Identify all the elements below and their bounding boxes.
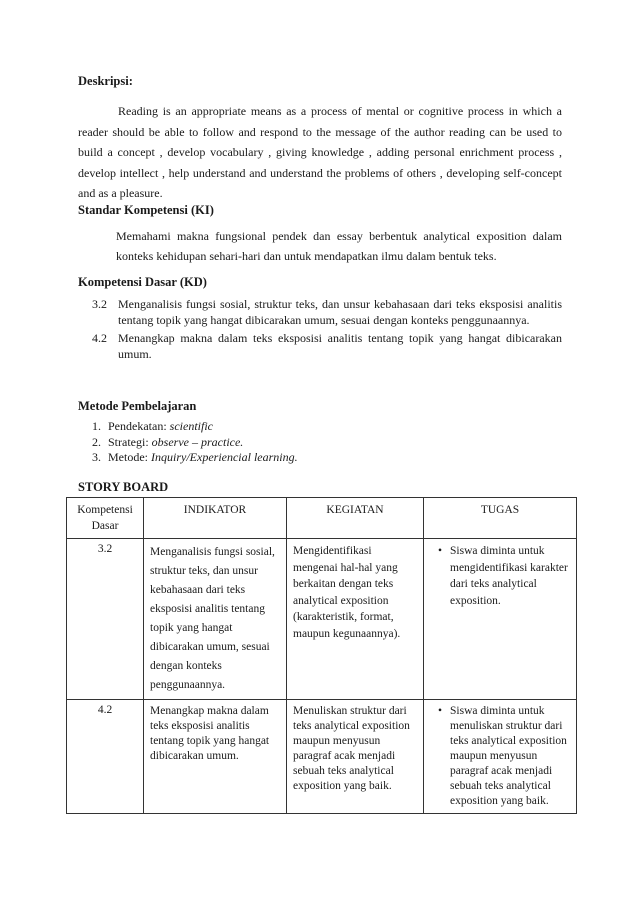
metode-item (92, 450, 562, 466)
metode-value: observe – practice. (151, 434, 244, 449)
metode-heading: Metode Pembelajaran (78, 399, 197, 413)
standar-kompetensi-text: Memahami makna fungsional pendek dan essay berbentuk analytical exposition dalam konteks kehidupan sehari-hari dan untuk mendapatkan ilmu dalam bentuk teks. (116, 229, 562, 263)
metode-number: 3. (92, 450, 101, 464)
story-board-heading: STORY BOARD (78, 480, 169, 494)
kd-text: Menganalisis fungsi sosial, struktur teks, dan unsur kebahasaan dari teks eksposisi analitis tentang topik yang hangat dibicarakan umum, sesuai dengan konteks penggunaannya. (118, 297, 562, 327)
kd-number: 3.2 (92, 297, 107, 311)
deskripsi-heading: Deskripsi: (78, 74, 133, 88)
table-header-row (67, 498, 577, 539)
deskripsi-paragraph (78, 101, 562, 204)
metode-item (92, 419, 562, 435)
metode-label: Pendekatan: (108, 419, 167, 433)
cell-kegiatan: Mengidentifikasi mengenai hal-hal yang berkaitan dengan teks analytical exposition (karakteristik, format, maupun kegunaannya). (287, 539, 424, 700)
kompetensi-dasar-heading: Kompetensi Dasar (KD) (78, 275, 207, 289)
kd-text: Menangkap makna dalam teks eksposisi analitis tentang topik yang hangat dibicarakan umum. (118, 331, 562, 361)
standar-kompetensi-heading: Standar Kompetensi (KI) (78, 203, 214, 217)
cell-indikator: Menangkap makna dalam teks eksposisi analitis tentang topik yang hangat dibicarakan umum. (144, 700, 287, 814)
header-tugas: TUGAS (424, 498, 577, 539)
cell-indikator: Menganalisis fungsi sosial, struktur teks, dan unsur kebahasaan dari teks eksposisi analitis tentang topik yang hangat dibicarakan umum, sesuai dengan konteks penggunaannya. (144, 539, 287, 700)
cell-tugas (424, 539, 577, 700)
tugas-text: Siswa diminta untuk menuliskan struktur dari teks analytical exposition maupun menyusun paragraf acak menjadi sebuah teks analytical exposition yang baik. (450, 705, 567, 807)
tugas-text: Siswa diminta untuk mengidentifikasi karakter dari teks analytical exposition. (450, 545, 568, 607)
metode-value: scientific (169, 419, 213, 433)
cell-tugas (424, 700, 577, 814)
kd-item (92, 331, 562, 362)
metode-value: Inquiry/Experiencial learning. (151, 450, 298, 464)
table-row (67, 539, 577, 700)
cell-kd: 3.2 (67, 539, 144, 700)
bullet-icon: • (437, 705, 443, 717)
metode-list (92, 419, 562, 466)
cell-kegiatan: Menuliskan struktur dari teks analytical exposition maupun menyusun paragraf acak menjadi sebuah teks analytical exposition yang baik. (287, 700, 424, 814)
header-kompetensi-dasar: Kompetensi Dasar (67, 498, 144, 539)
metode-label: Strategi: (108, 434, 149, 449)
header-kegiatan: KEGIATAN (287, 498, 424, 539)
header-indikator: INDIKATOR (144, 498, 287, 539)
metode-item (92, 435, 562, 451)
table-row (67, 700, 577, 814)
metode-number: 1. (92, 419, 101, 433)
metode-number: 2. (92, 434, 101, 449)
story-board-table (66, 497, 577, 814)
kd-number: 4.2 (92, 331, 107, 345)
metode-label: Metode: (108, 450, 148, 464)
bullet-icon: • (437, 545, 443, 557)
kompetensi-dasar-list (92, 297, 562, 365)
cell-kd: 4.2 (67, 700, 144, 814)
deskripsi-text: Reading is an appropriate means as a process of mental or cognitive process in which a reader should be able to follow and respond to the message of the author reading can be used to build a concept , develop vocabulary , giving knowledge , adding personal enrichment process , develop intellect , help understand and understand the problems of others , developing self-concept and as a pleasure. (78, 104, 562, 200)
kd-item (92, 297, 562, 328)
